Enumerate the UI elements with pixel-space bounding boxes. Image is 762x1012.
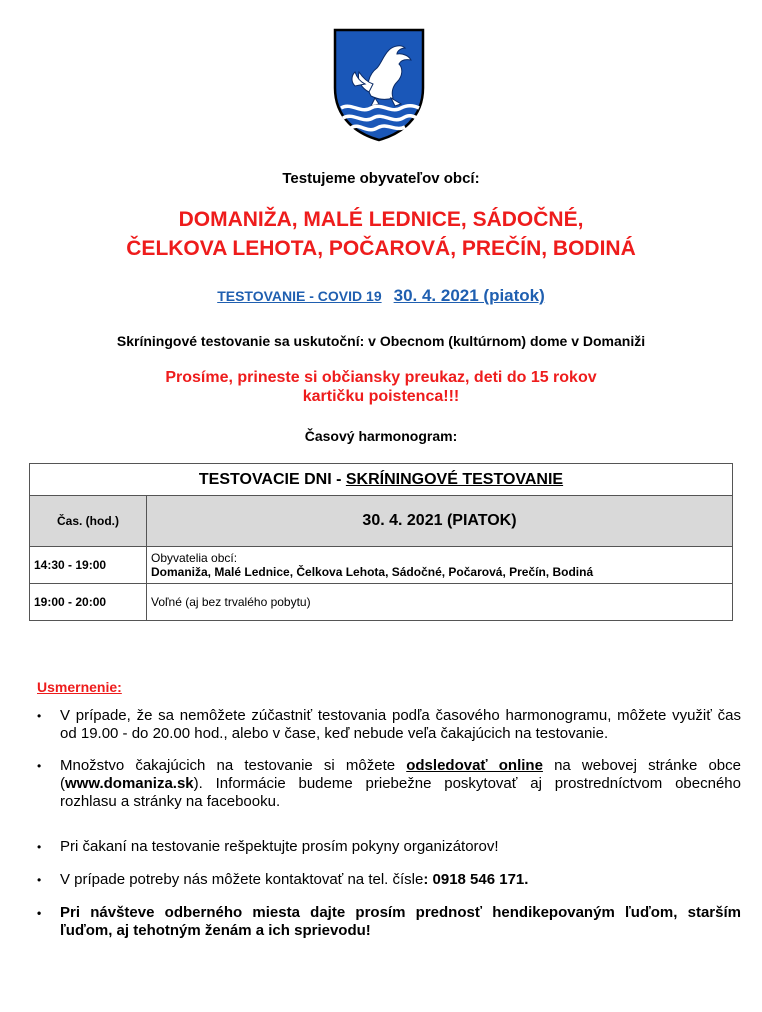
testing-link[interactable] — [217, 288, 545, 305]
list-item — [37, 871, 741, 889]
bullet-icon: • — [37, 873, 42, 887]
testing-link-line — [0, 286, 762, 306]
towns-line-2: ČELKOVA LEHOTA, POČAROVÁ, PREČÍN, BODINÁ — [126, 237, 636, 260]
website-link[interactable]: www.domaniza.sk — [65, 775, 194, 792]
bullet-icon: • — [37, 759, 42, 773]
testing-label: TESTOVANIE - COVID 19 — [217, 288, 382, 304]
table-title-underlined: SKRÍNINGOVÉ TESTOVANIE — [345, 470, 564, 488]
note-text: Množstvo čakajúcich na testovanie si môžete — [60, 757, 407, 774]
list-item — [37, 757, 741, 811]
note-text: V prípade, že sa nemôžete zúčastniť testovania podľa časového harmonogramu, môžete využiť čas od 19.00 - do 20.00 hod., alebo v čase, keď nebude veľa čakajúcich na testovanie. — [60, 707, 741, 742]
table-title-row — [30, 464, 733, 496]
table-title — [30, 464, 733, 496]
bullet-icon: • — [37, 840, 42, 854]
guidance-heading: Usmernenie: — [37, 679, 122, 695]
please-line-1: Prosíme, prineste si občiansky preukaz, deti do 15 rokov — [165, 369, 597, 386]
note-text: V prípade potreby nás môžete kontaktovať na tel. čísle — [60, 871, 424, 888]
coat-of-arms-logo — [331, 26, 427, 144]
note-text: Pri čakaní na testovanie rešpektujte prosím pokyny organizátorov! — [60, 838, 499, 855]
note-text: ). Informácie budeme priebežne poskytovať aj prostredníctvom obecného rozhlasu a stránky na facebooku. — [60, 775, 741, 810]
bullet-icon: • — [37, 906, 42, 920]
please-note — [0, 368, 762, 406]
please-line-2: kartičku poistenca!!! — [302, 388, 460, 405]
table-header-row — [30, 496, 733, 547]
bullet-icon: • — [37, 709, 42, 723]
list-item — [37, 838, 741, 856]
schedule-heading: Časový harmonogram: — [304, 428, 458, 444]
schedule-table — [29, 463, 733, 621]
table-row — [30, 547, 733, 584]
row-time: 14:30 - 19:00 — [30, 547, 147, 584]
list-item — [37, 707, 741, 743]
intro-text: Testujeme obyvateľov obcí: — [282, 170, 480, 187]
row-details — [147, 547, 733, 584]
online-tracking-link[interactable]: odsledovať online — [406, 757, 543, 774]
towns-heading — [0, 205, 762, 263]
row-line-1: Obyvatelia obcí: — [151, 551, 238, 565]
list-item — [37, 904, 741, 940]
phone-number: : 0918 546 171. — [423, 871, 529, 888]
table-row — [30, 584, 733, 621]
towns-line-1: DOMANIŽA, MALÉ LEDNICE, SÁDOČNÉ, — [178, 208, 584, 231]
col-date-header: 30. 4. 2021 (PIATOK) — [147, 496, 733, 547]
note-text: Pri návšteve odberného miesta dajte prosím prednosť hendikepovaným ľuďom, starším ľuďom, aj tehotným ženám a ich sprievodu! — [60, 904, 741, 939]
testing-date: 30. 4. 2021 (piatok) — [393, 286, 545, 305]
venue-text: Skríningové testovanie sa uskutoční: v Obecnom (kultúrnom) dome v Domaniži — [116, 333, 646, 349]
row-details: Voľné (aj bez trvalého pobytu) — [147, 584, 733, 621]
row-line-2: Domaniža, Malé Lednice, Čelkova Lehota, Sádočné, Počarová, Prečín, Bodiná — [151, 565, 594, 579]
row-time: 19:00 - 20:00 — [30, 584, 147, 621]
table-title-prefix: TESTOVACIE DNI - — [198, 470, 346, 488]
guidance-list — [37, 707, 741, 940]
note-text: na webovej stránke obce ( — [60, 757, 741, 792]
col-time-header: Čas. (hod.) — [30, 496, 147, 547]
